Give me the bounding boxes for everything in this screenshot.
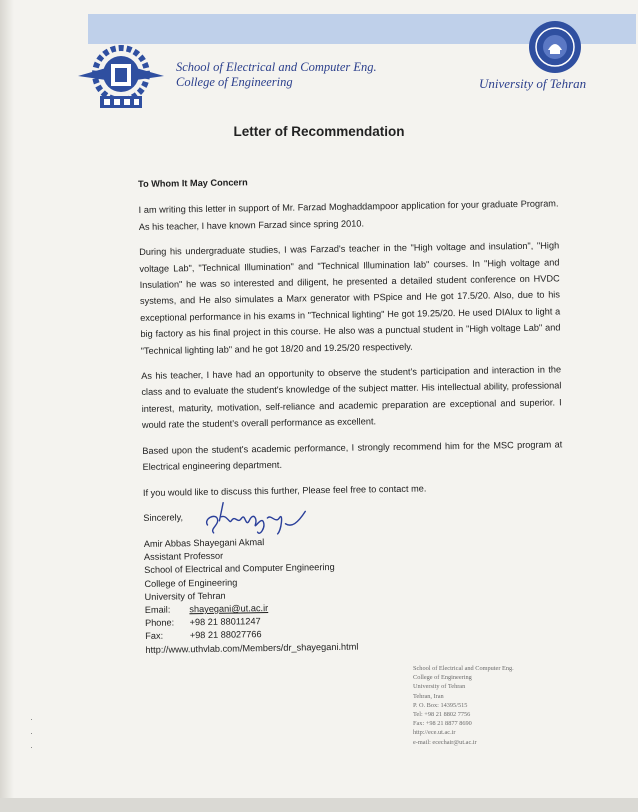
scan-footer-band xyxy=(0,798,638,812)
stamp-line: e-mail: ecechair@ut.ac.ir xyxy=(413,738,477,746)
stamp-line: http://ece.ut.ac.ir xyxy=(413,729,456,737)
department-stamp xyxy=(413,664,533,747)
university-name: University of Tehran xyxy=(479,76,587,91)
phone-value: +98 21 88011247 xyxy=(189,616,261,628)
paragraph-intro: I am writing this letter in support of Mr. Farzad Moghaddampoor application for your graduate Program. As his teacher, I have known Farzad since spring 2010. xyxy=(138,198,559,232)
stamp-line: Tehran, Iran xyxy=(413,692,444,700)
closing: Sincerely, xyxy=(143,512,184,523)
email-link[interactable]: shayegani@ut.ac.ir xyxy=(189,602,269,615)
letter-title: Letter of Recommendation xyxy=(233,124,405,139)
signer-school: School of Electrical and Computer Engineering xyxy=(144,562,335,576)
paragraph-courses: During his undergraduate studies, I was Farzad's teacher in the "High voltage and insulation", "High voltage Lab", "Technical Illumination" and "Technical Illumination lab" courses. In "High voltage and Insulation" he was so interested and diligent, he presented a detailed student conference on HVDC systems, and He also simulates a Marx generator with PSpice and He got 17.5/20. Also, due to his exceptional performance in his exams in "Technical lighting" He got 19.25/20. He used DIAlux to light a big factory as his final project in this course. He also was a punctual student in "High voltage Lab" and "Technical lighting lab" and he got 18/20 and 19.25/20 respectively. xyxy=(139,240,561,356)
stamp-line: P. O. Box: 14395/515 xyxy=(413,701,468,709)
signer-college: College of Engineering xyxy=(144,577,238,589)
school-line: School of Electrical and Computer Eng. xyxy=(176,60,377,74)
signer-block xyxy=(144,531,566,656)
phone-label: Phone: xyxy=(144,617,175,629)
signer-university: University of Tehran xyxy=(144,590,226,602)
stamp-line: College of Engineering xyxy=(413,674,472,682)
college-line: College of Engineering xyxy=(176,75,293,89)
email-label: Email: xyxy=(144,604,171,615)
fax-label: Fax: xyxy=(145,630,164,642)
signer-name: Amir Abbas Shayegani Akmal xyxy=(143,536,265,549)
salutation: To Whom It May Concern xyxy=(138,177,248,189)
paragraph-recommendation: Based upon the student's academic performance, I strongly recommend him for the MSC program at Electrical engineering department. xyxy=(142,439,563,473)
signer-position: Assistant Professor xyxy=(143,550,224,563)
stamp-line: Tel: +98 21 8802 7756 xyxy=(413,711,471,719)
fax-value: +98 21 88027766 xyxy=(189,629,262,641)
faculty-logo-icon xyxy=(76,42,166,110)
paragraph-evaluation: As his teacher, I have had an opportunity to observe the student's participation and interaction in the class and to evaluate the student's knowledge of the subject matter. His intellectual ability, professional interest, maturity, motivation, self-reliance and academic preparation are exceptional and superior. I would rate the student's overall performance as excellent. xyxy=(141,364,562,431)
letter-body xyxy=(138,169,565,656)
signature-icon xyxy=(201,493,312,539)
stamp-line: Fax: +98 21 8877 8690 xyxy=(413,720,472,728)
school-name-block xyxy=(176,60,377,90)
stamp-line: University of Tehran xyxy=(413,683,466,691)
scan-edge-shadow xyxy=(0,0,14,812)
university-seal-icon xyxy=(528,20,582,74)
scan-margin-marks: · · · xyxy=(30,714,33,752)
paragraph-contact: If you would like to discuss this further, Please feel free to contact me. xyxy=(142,483,427,498)
website-link[interactable]: http://www.uthvlab.com/Members/dr_shayegani.html xyxy=(145,641,359,655)
stamp-line: School of Electrical and Computer Eng. xyxy=(413,665,514,672)
